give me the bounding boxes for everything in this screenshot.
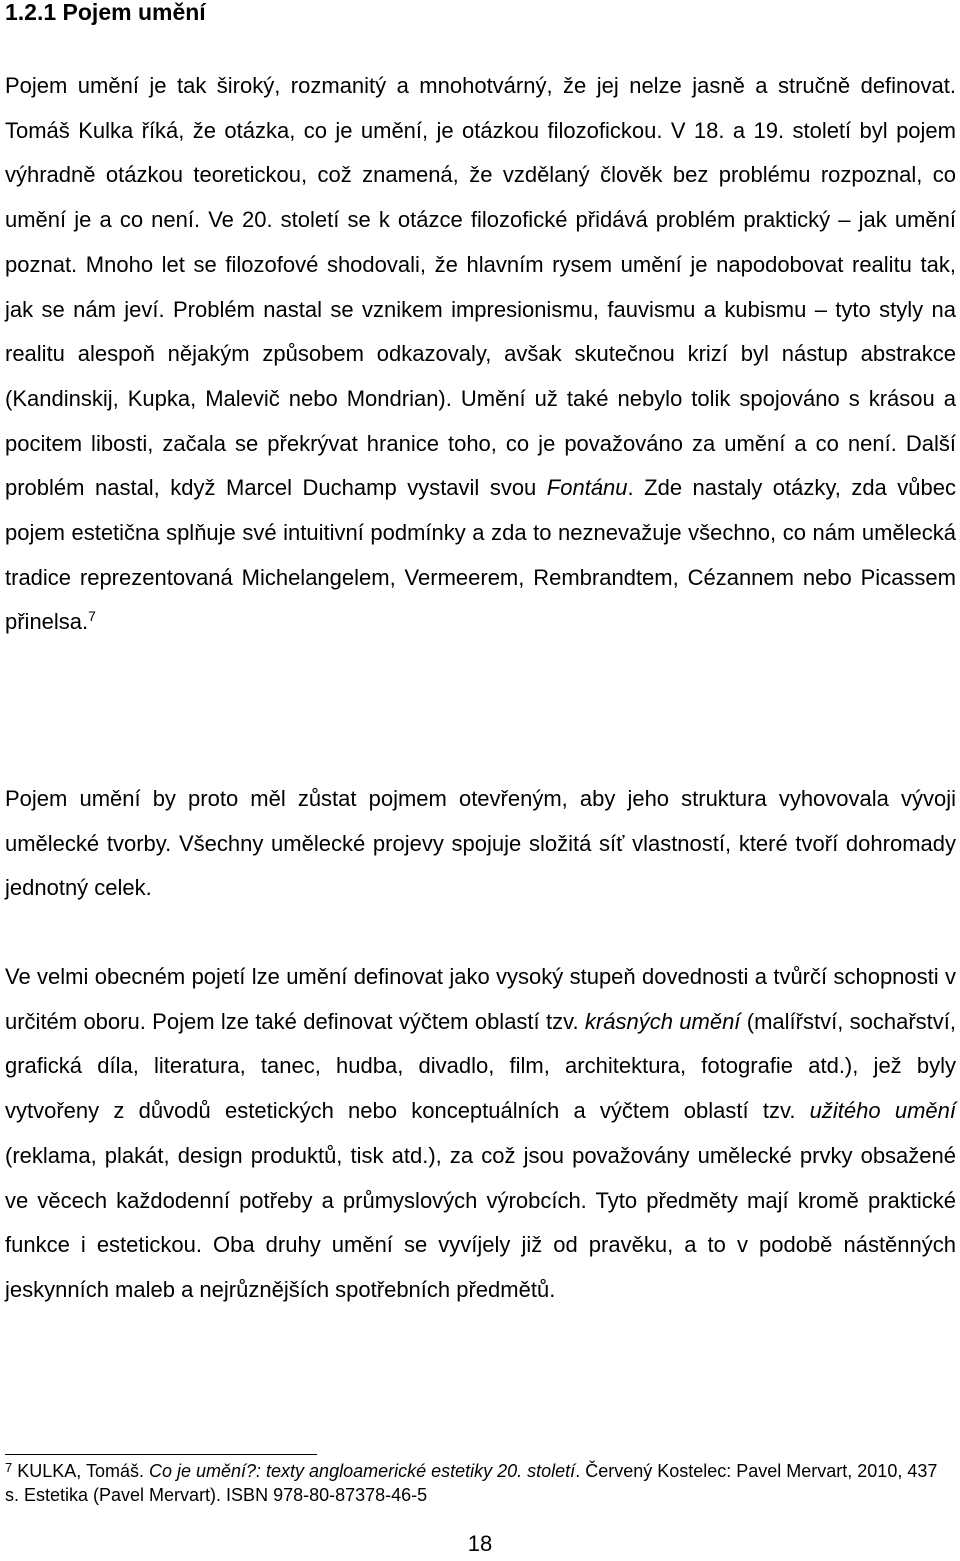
footnote — [5, 1460, 956, 1507]
section-heading: 1.2.1 Pojem umění — [5, 0, 206, 25]
paragraph-1 — [5, 64, 956, 645]
paragraph-3-text-b: (malířství, sochařství, grafická díla, literatura, tanec, hudba, divadlo, film, architektura, fotografie atd.), jež byly vytvořeny z důvodů estetických nebo konceptuálních a výčtem oblastí tzv. — [5, 1008, 956, 1124]
footnote-reference[interactable]: 7 — [88, 608, 96, 625]
paragraph-2: Pojem umění by proto měl zůstat pojmem otevřeným, aby jeho struktura vyhovovala vývoji umělecké tvorby. Všechny umělecké projevy spojuje složitá síť vlastností, které tvoří dohromady jednotný celek. — [5, 786, 956, 901]
footnote-number: 7 — [5, 1460, 13, 1475]
paragraph-1-text-a: Pojem umění je tak široký, rozmanitý a mnohotvárný, že jej nelze jasně a stručně definovat. Tomáš Kulka říká, že otázka, co je umění, je otázkou filozofickou. V 18. a 19. století byl pojem výhradně otázkou teoretickou, což znamená, že vzdělaný člověk bez problému rozpoznal, co umění je a co není. Ve 20. století se k otázce filozofické přidává problém praktický – jak umění poznat. Mnoho let se filozofové shodovali, že hlavním rysem umění je napodobovat realitu tak, jak se nám jeví. Problém nastal se vznikem impresionismu, fauvismu a kubismu – tyto styly na realitu alespoň nějakým způsobem odkazovaly, avšak skutečnou krizí byl nástup abstrakce (Kandinskij, Kupka, Malevič nebo Mondrian). Umění už také nebylo tolik spojováno s krásou a pocitem libosti, začala se překrývat hranice toho, co je považováno za umění a co není. Další problém nastal, když Marcel Duchamp vystavil svou — [5, 73, 956, 501]
footnote-text-b: . Červený Kostelec: Pavel Mervart, 2010, 437 s. Estetika (Pavel Mervart). ISBN 978-80-87378-46-5 — [5, 1461, 938, 1505]
paragraph-1-text-b: . Zde nastaly otázky, zda vůbec pojem estetična splňuje své intuitivní podmínky a zda to neznevažuje všechno, co nám umělecká tradice reprezentovaná Michelangelem, Vermeerem, Rembrandtem, Cézannem nebo Picassem přinelsa. — [5, 475, 956, 635]
term-uziteho-umeni: užitého umění — [809, 1098, 956, 1124]
paragraph-3-text-c: (reklama, plakát, design produktů, tisk atd.), za což jsou považovány umělecké prvky obsažené ve věcech každodenní potřeby a průmyslových výrobcích. Tyto předměty mají kromě praktické funkce i estetickou. Oba druhy umění se vyvíjely již od pravěku, a to v podobě nástěnných jeskynních maleb a nejrůznějších spotřebních předmětů. — [5, 1142, 956, 1302]
footnote-book-title: Co je umění?: texty angloamerické estetiky 20. století — [148, 1461, 576, 1481]
paragraph-3-text-a: Ve velmi obecném pojetí lze umění definovat jako vysoký stupeň dovednosti a tvůrčí schopnosti v určitém oboru. Pojem lze také definovat výčtem oblastí tzv. — [5, 964, 956, 1034]
footnote-separator — [5, 1454, 317, 1455]
artwork-title-fontanu: Fontánu — [546, 475, 628, 501]
paragraph-3 — [5, 955, 956, 1313]
footnote-text-a: KULKA, Tomáš. — [12, 1461, 149, 1481]
term-krasnych-umeni: krásných umění — [584, 1008, 741, 1034]
page-number: 18 — [467, 1531, 493, 1556]
